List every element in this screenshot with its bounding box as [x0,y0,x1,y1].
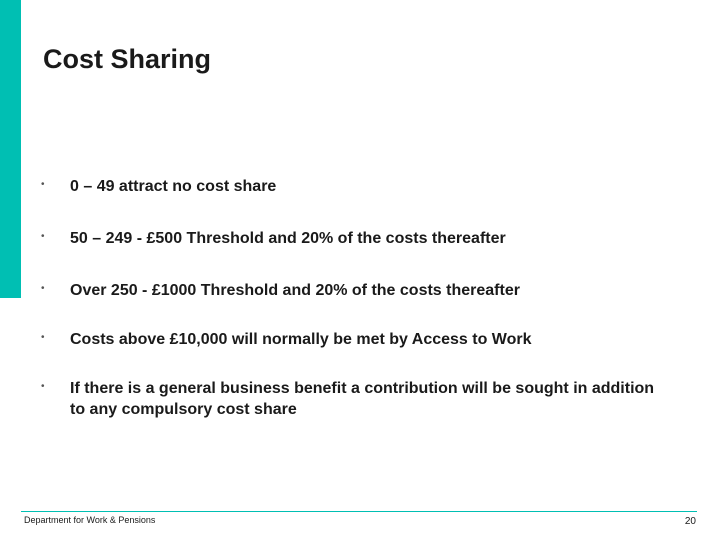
bullet-text: Over 250 - £1000 Threshold and 20% of the costs thereafter [70,282,520,299]
page-number: 20 [684,516,696,527]
bullet-marker: • [41,231,45,242]
bullet-text: 0 – 49 attract no cost share [70,178,277,195]
footer-divider [21,511,697,512]
bullet-marker: • [41,332,45,343]
bullet-text: If there is a general business benefit a contribution will be sought in addition to any compulsory cost share [70,380,655,418]
bullet-marker: • [41,179,45,190]
bullet-text: 50 – 249 - £500 Threshold and 20% of the costs thereafter [70,230,506,247]
footer-organisation: Department for Work & Pensions [24,515,156,525]
slide-title: Cost Sharing [43,44,212,74]
bullet-marker: • [41,283,45,294]
bullet-marker: • [41,381,45,392]
bullet-text: Costs above £10,000 will normally be met by Access to Work [70,331,532,348]
